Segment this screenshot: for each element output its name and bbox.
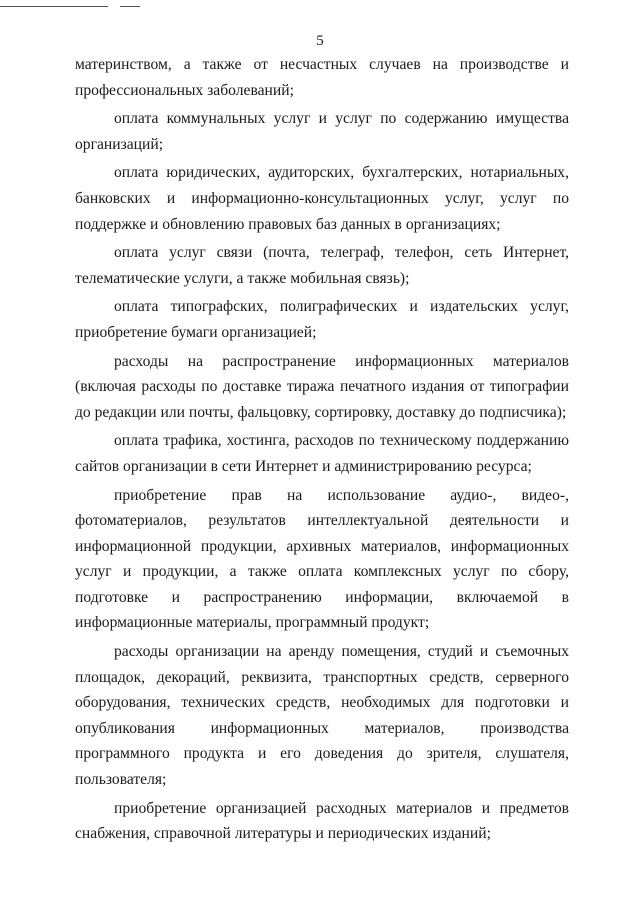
paragraph-supplies: приобретение организацией расходных материалов и предметов снабжения, справочной литературы и периодических изданий; (75, 799, 569, 843)
paragraph-rental: расходы организации на аренду помещения, студий и съемочных площадок, декораций, реквизита, транспортных средств, серверного оборудования, технических средств, необходимых для подготовки и опубликования информационных материалов, производства программного продукта и его доведения до зрителя, слушателя, пользователя; (75, 643, 569, 789)
paragraph-continuation: материнством, а также от несчастных случаев на производстве и профессиональных заболеваний; (75, 56, 569, 99)
paragraph-communication: оплата услуг связи (почта, телеграф, телефон, сеть Интернет, телематические услуги, а также мобильная связь); (75, 244, 569, 287)
paragraph-printing: оплата типографских, полиграфических и издательских услуг, приобретение бумаги организацией; (75, 298, 569, 341)
top-rule-left (0, 6, 108, 7)
paragraph-rights-acquisition: приобретение прав на использование аудио-, видео-, фотоматериалов, результатов интеллектуальной деятельности и информационной продукции, архивных материалов, информационных услуг и продукции, а также оплата комплексных услуг по сбору, подготовке и распространению информации, включаемой в информационные материалы, программный продукт; (75, 486, 569, 632)
paragraph-utilities: оплата коммунальных услуг и услуг по содержанию имущества организаций; (75, 110, 569, 153)
document-body (75, 52, 569, 850)
paragraph-hosting: оплата трафика, хостинга, расходов по техническому поддержанию сайтов организации в сети Интернет и администрированию ресурса; (75, 432, 569, 475)
paragraph-distribution: расходы на распространение информационных материалов (включая расходы по доставке тиража печатного издания от типографии до редакции или почты, фальцовку, сортировку, доставку до подписчика); (75, 352, 569, 421)
top-rule-right (120, 6, 140, 7)
paragraph-legal-services: оплата юридических, аудиторских, бухгалтерских, нотариальных, банковских и информационно-консультационных услуг, услуг по поддержке и обновлению правовых баз данных в организациях; (75, 164, 569, 233)
page-number: 5 (316, 33, 324, 49)
